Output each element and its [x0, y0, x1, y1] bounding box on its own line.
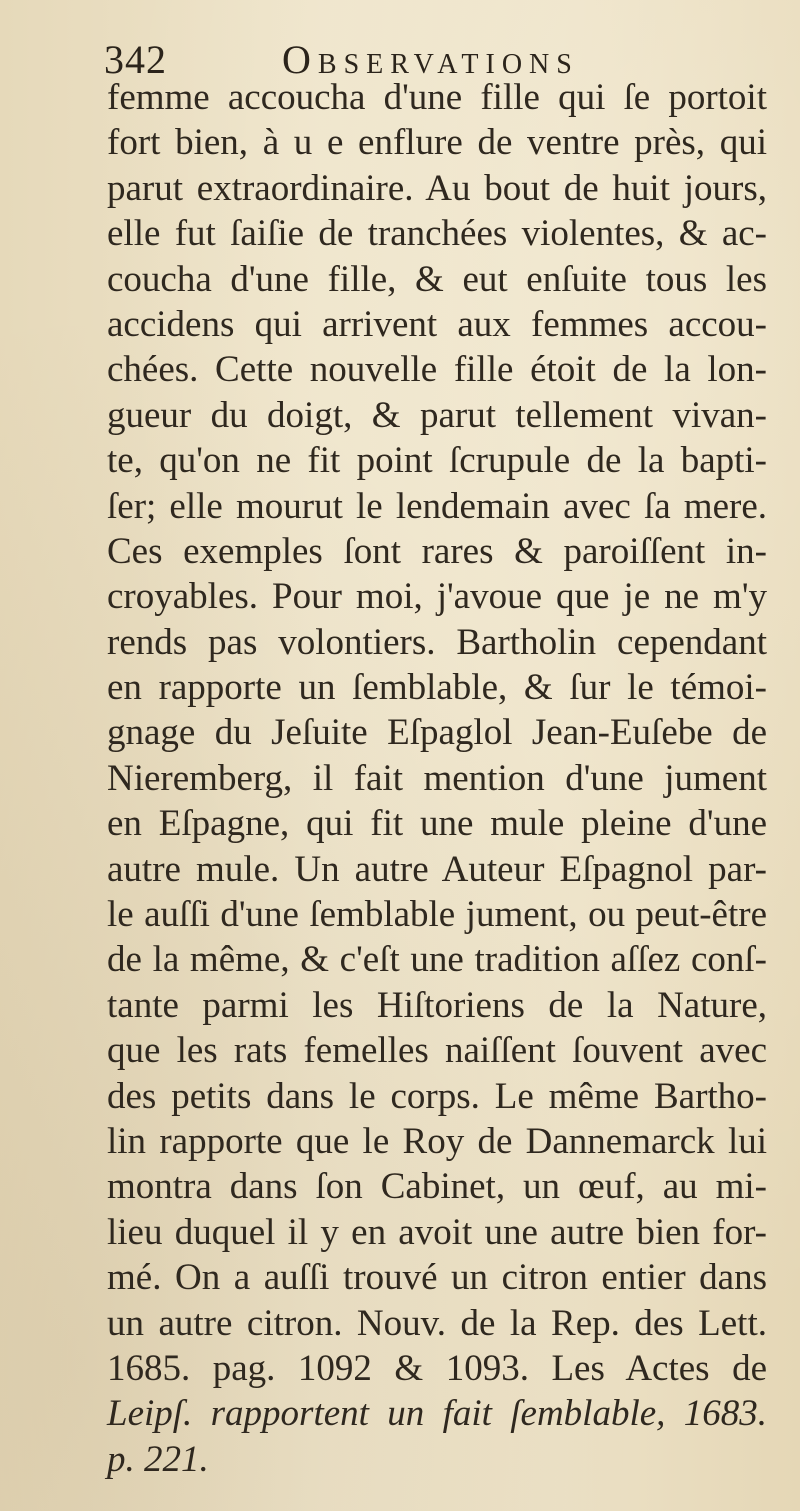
text-line-10: ſer; elle mourut le lendemain avec ſa mere. [107, 485, 767, 527]
text-line-2: fort bien, à u e enflure de ventre près, qui [107, 122, 767, 164]
text-line-18: autre mule. Un autre Auteur Eſpagnol par- [107, 848, 767, 890]
text-line-7: chées. Cette nouvelle fille étoit de la lon- [107, 349, 767, 391]
text-line-15: gnage du Jeſuite Eſpaglol Jean-Euſebe de [107, 712, 767, 754]
text-line-13: rends pas volontiers. Bartholin cependant [107, 621, 767, 663]
running-title: Observations [282, 37, 579, 82]
text-line-26: lieu duquel il y en avoit une autre bien for- [107, 1211, 767, 1253]
text-line-25: montra dans ſon Cabinet, un œuf, au mi- [107, 1166, 767, 1208]
text-line-9: te, qu'on ne fit point ſcrupule de la bapti- [107, 440, 767, 482]
text-line-27: mé. On a auſſi trouvé un citron entier dans [107, 1257, 767, 1299]
text-line-28: un autre citron. Nouv. de la Rep. des Lett. [107, 1302, 767, 1344]
text-line-1: femme accoucha d'une fille qui ſe portoit [107, 77, 767, 118]
text-line-8: gueur du doigt, & parut tellement vivan- [107, 394, 767, 436]
text-line-4: elle fut ſaiſie de tranchées violentes, & ac- [107, 213, 767, 255]
text-line-3: parut extraordinaire. Au bout de huit jours, [107, 167, 767, 209]
text-line-21: tante parmi les Hiſtoriens de la Nature, [107, 984, 767, 1026]
text-line-23: des petits dans le corps. Le même Bartho- [107, 1075, 767, 1117]
text-line-16: Nieremberg, il fait mention d'une jument [107, 757, 767, 799]
text-line-22: que les rats femelles naiſſent ſouvent avec [107, 1030, 767, 1072]
text-line-30: Leipſ. rapportent un fait ſemblable, 1683. [107, 1393, 767, 1435]
text-line-14: en rapporte un ſemblable, & ſur le témoi- [107, 667, 767, 709]
text-line-11: Ces exemples ſont rares & paroiſſent in- [107, 530, 767, 572]
text-line-6: accidens qui arrivent aux femmes accou- [107, 303, 767, 345]
body-text [107, 75, 767, 1482]
text-line-12: croyables. Pour moi, j'avoue que je ne m'y [107, 576, 767, 618]
text-line-5: coucha d'une fille, & eut enſuite tous les [107, 258, 767, 300]
text-line-20: de la même, & c'eſt une tradition aſſez conſ- [107, 939, 767, 981]
text-line-29: 1685. pag. 1092 & 1093. Les Actes de [107, 1347, 767, 1389]
text-line-31: p. 221. [107, 1438, 209, 1480]
page-number: 342 [104, 37, 167, 82]
text-line-24: lin rapporte que le Roy de Dannemarck lui [107, 1120, 767, 1162]
text-line-17: en Eſpagne, qui fit une mule pleine d'une [107, 803, 767, 845]
text-line-19: le auſſi d'une ſemblable jument, ou peut-être [107, 894, 767, 936]
